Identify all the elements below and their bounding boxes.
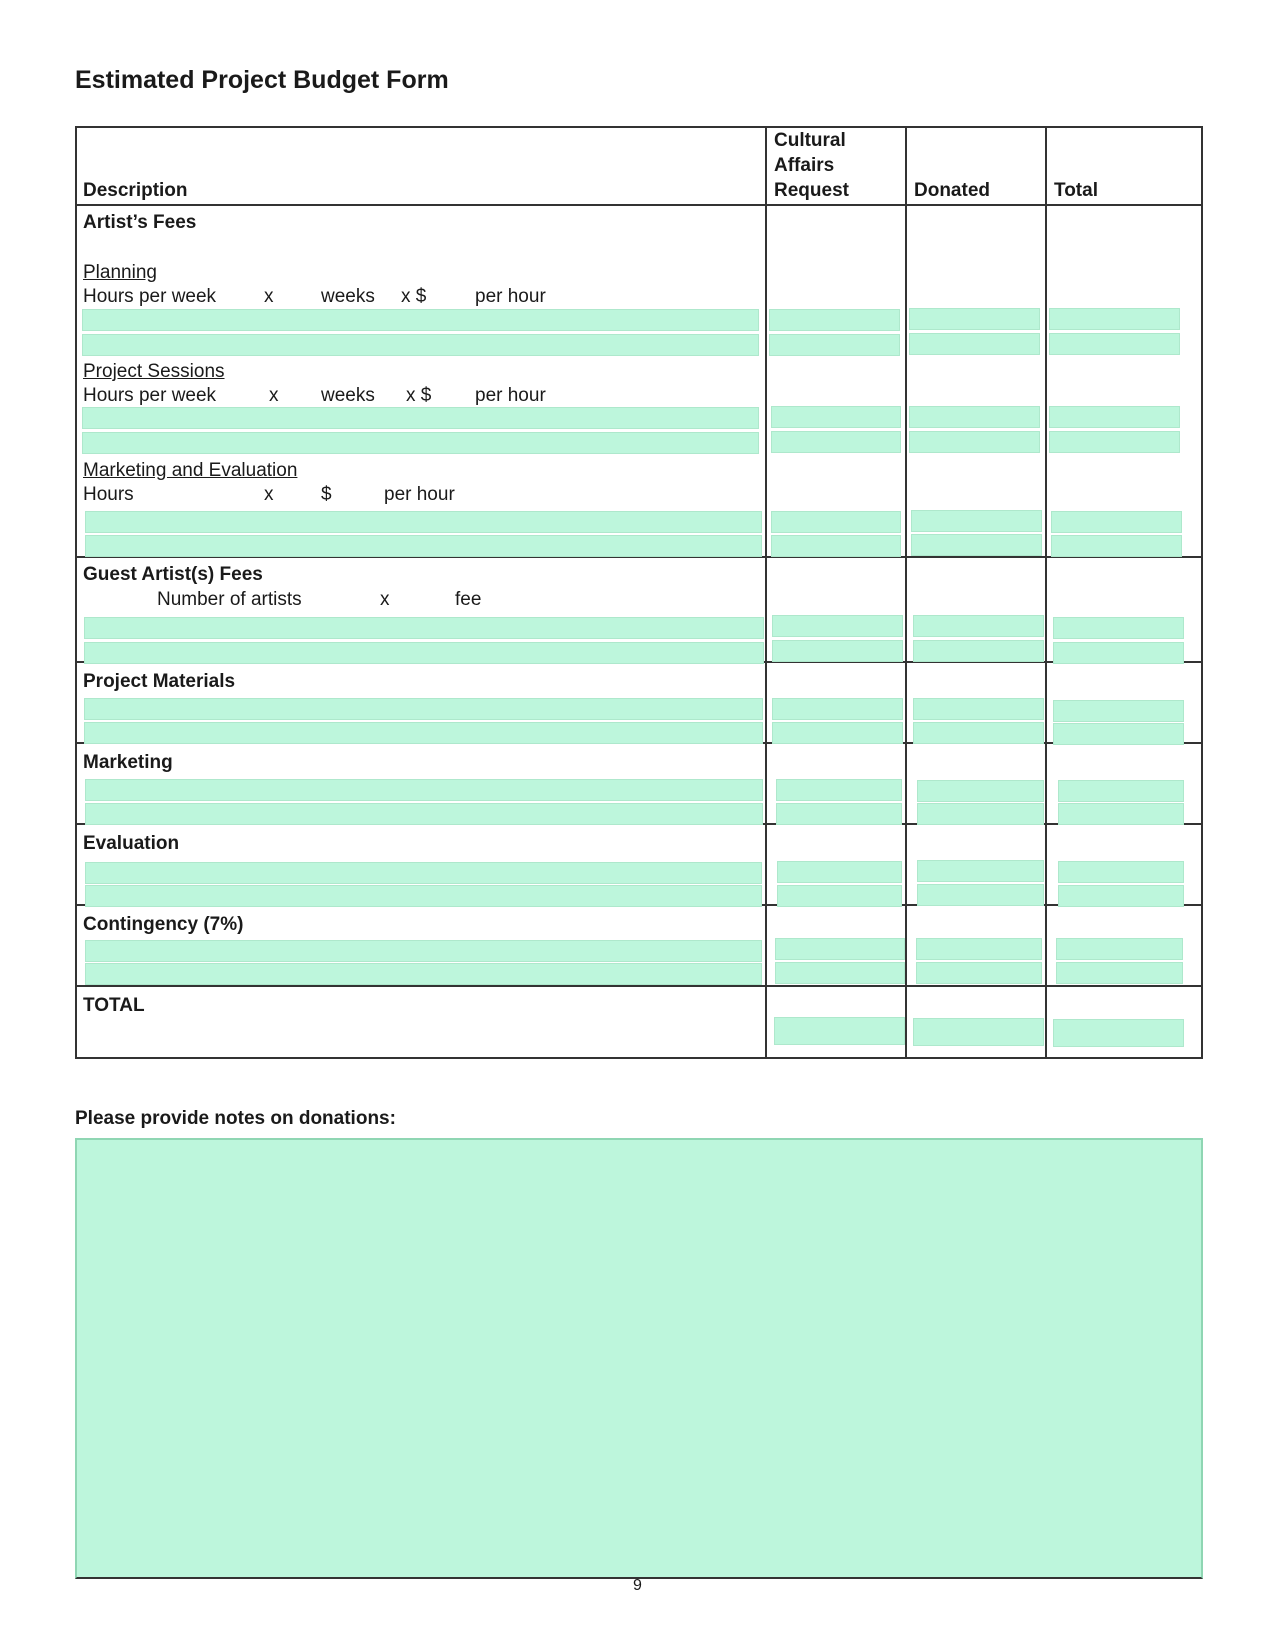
marketing-description-field-2[interactable] [85, 803, 763, 825]
planning-total-field-2[interactable] [1049, 333, 1180, 355]
materials-description-field-1[interactable] [84, 698, 763, 720]
column-header-total: Total [1054, 180, 1098, 201]
sessions-donated-field-1[interactable] [909, 406, 1040, 428]
planning-label: Planning [83, 262, 157, 283]
evaluation-total-field-2[interactable] [1058, 885, 1184, 907]
section-marketing: Marketing [83, 752, 173, 773]
marketing-evaluation-donated-field-1[interactable] [911, 510, 1042, 532]
materials-request-field-2[interactable] [772, 722, 903, 744]
planning-rate-label: x $ [401, 286, 427, 307]
planning-description-field-1[interactable] [82, 309, 759, 331]
planning-donated-field-1[interactable] [909, 308, 1040, 330]
section-evaluation: Evaluation [83, 833, 180, 854]
header-divider [75, 204, 1203, 206]
evaluation-total-field-1[interactable] [1058, 861, 1184, 883]
contingency-request-field-2[interactable] [775, 962, 905, 984]
planning-x: x [264, 286, 274, 307]
form-title: Estimated Project Budget Form [75, 66, 449, 94]
row-divider [75, 985, 1203, 987]
sessions-weeks-label: weeks [321, 385, 375, 406]
marketing-evaluation-total-field-2[interactable] [1051, 535, 1182, 557]
planning-total-field-1[interactable] [1049, 308, 1180, 330]
evaluation-request-field-1[interactable] [777, 861, 902, 883]
column-divider [765, 126, 767, 1059]
sessions-total-field-1[interactable] [1049, 406, 1180, 428]
donation-notes-label: Please provide notes on donations: [75, 1108, 396, 1129]
evaluation-donated-field-2[interactable] [917, 884, 1044, 906]
sessions-request-field-1[interactable] [771, 406, 901, 428]
marketing-evaluation-per-hour-label: per hour [384, 484, 455, 505]
sessions-donated-field-2[interactable] [909, 431, 1040, 453]
column-divider [1045, 126, 1047, 1059]
materials-donated-field-2[interactable] [913, 722, 1044, 744]
marketing-evaluation-hours-label: Hours [83, 484, 134, 505]
guest-number-of-artists-label: Number of artists [157, 589, 302, 610]
marketing-evaluation-total-field-1[interactable] [1051, 511, 1182, 533]
column-header-donated: Donated [914, 180, 990, 201]
materials-total-field-1[interactable] [1053, 700, 1184, 722]
guest-description-field-1[interactable] [84, 617, 764, 639]
contingency-request-field-1[interactable] [775, 938, 905, 960]
marketing-evaluation-description-field-1[interactable] [85, 511, 762, 533]
guest-donated-field-1[interactable] [913, 615, 1044, 637]
guest-total-field-1[interactable] [1053, 617, 1184, 639]
planning-request-field-2[interactable] [769, 334, 900, 356]
sessions-description-field-1[interactable] [82, 407, 759, 429]
donation-notes-field[interactable] [75, 1138, 1203, 1579]
materials-donated-field-1[interactable] [913, 698, 1044, 720]
marketing-request-field-1[interactable] [776, 779, 902, 801]
planning-description-field-2[interactable] [82, 334, 759, 356]
section-artist-fees: Artist’s Fees [83, 212, 197, 233]
marketing-evaluation-dollar: $ [321, 484, 332, 505]
section-total: TOTAL [83, 995, 145, 1016]
guest-description-field-2[interactable] [84, 642, 764, 664]
marketing-request-field-2[interactable] [776, 803, 902, 825]
contingency-total-field-2[interactable] [1056, 962, 1183, 984]
guest-request-field-1[interactable] [772, 615, 903, 637]
column-divider [905, 126, 907, 1059]
sessions-request-field-2[interactable] [771, 431, 901, 453]
planning-hours-label: Hours per week [83, 286, 217, 307]
section-project-materials: Project Materials [83, 671, 236, 692]
planning-weeks-label: weeks [321, 286, 375, 307]
column-header-cultural-affairs-request: Cultural Affairs Request [774, 130, 849, 201]
planning-donated-field-2[interactable] [909, 333, 1040, 355]
marketing-donated-field-2[interactable] [917, 803, 1044, 825]
sessions-description-field-2[interactable] [82, 432, 759, 454]
contingency-donated-field-1[interactable] [916, 938, 1042, 960]
evaluation-description-field-2[interactable] [85, 885, 762, 907]
guest-request-field-2[interactable] [772, 640, 903, 662]
marketing-evaluation-request-field-1[interactable] [771, 511, 901, 533]
total-total-field[interactable] [1053, 1019, 1184, 1047]
materials-description-field-2[interactable] [84, 722, 763, 744]
guest-fee-label: fee [455, 589, 482, 610]
contingency-donated-field-2[interactable] [916, 962, 1042, 984]
total-donated-field[interactable] [913, 1018, 1044, 1046]
sessions-hours-label: Hours per week [83, 385, 217, 406]
sessions-label: Project Sessions [83, 361, 225, 382]
section-guest-artist-fees: Guest Artist(s) Fees [83, 564, 263, 585]
guest-x: x [380, 589, 390, 610]
total-request-field[interactable] [774, 1017, 905, 1045]
guest-total-field-2[interactable] [1053, 642, 1184, 664]
sessions-total-field-2[interactable] [1049, 431, 1180, 453]
sessions-per-hour-label: per hour [475, 385, 546, 406]
marketing-evaluation-request-field-2[interactable] [771, 535, 901, 557]
page-number: 9 [633, 1577, 642, 1594]
contingency-total-field-1[interactable] [1056, 938, 1183, 960]
marketing-donated-field-1[interactable] [917, 780, 1044, 802]
planning-per-hour-label: per hour [475, 286, 546, 307]
marketing-evaluation-donated-field-2[interactable] [911, 534, 1042, 556]
sessions-rate-label: x $ [406, 385, 432, 406]
column-header-description: Description [83, 180, 188, 201]
marketing-total-field-2[interactable] [1058, 803, 1184, 825]
section-contingency: Contingency (7%) [83, 914, 244, 935]
materials-request-field-1[interactable] [772, 698, 903, 720]
planning-request-field-1[interactable] [769, 309, 900, 331]
evaluation-request-field-2[interactable] [777, 885, 902, 907]
marketing-total-field-1[interactable] [1058, 780, 1184, 802]
marketing-evaluation-x: x [264, 484, 274, 505]
materials-total-field-2[interactable] [1053, 723, 1184, 745]
marketing-evaluation-label: Marketing and Evaluation [83, 460, 298, 481]
contingency-description-field-2[interactable] [85, 963, 762, 985]
contingency-description-field-1[interactable] [85, 940, 762, 962]
evaluation-description-field-1[interactable] [85, 862, 762, 884]
marketing-evaluation-description-field-2[interactable] [85, 535, 762, 557]
evaluation-donated-field-1[interactable] [917, 860, 1044, 882]
sessions-x: x [269, 385, 279, 406]
guest-donated-field-2[interactable] [913, 640, 1044, 662]
marketing-description-field-1[interactable] [85, 779, 763, 801]
